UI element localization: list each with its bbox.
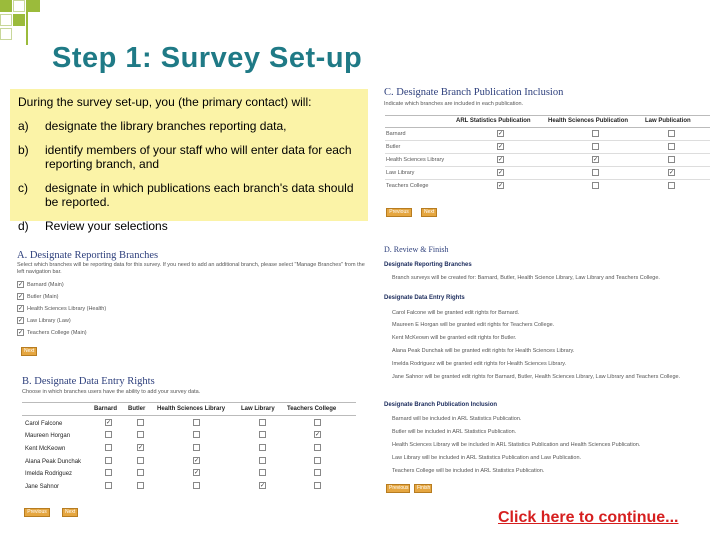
divider xyxy=(22,402,356,403)
intro-item-text: designate the library branches reporting data, xyxy=(45,119,287,133)
section-b-title: B. Designate Data Entry Rights xyxy=(22,376,155,387)
intro-item-letter: b) xyxy=(18,143,29,157)
section-b-subtitle: Choose in which branches users have the ability to add your survey data. xyxy=(22,389,201,395)
rights-checkbox[interactable] xyxy=(259,469,266,476)
intro-item xyxy=(18,181,360,209)
column-header: Law Library xyxy=(241,406,275,412)
review-item: Carol Falcone will be granted edit rights for Barnard. xyxy=(392,310,520,316)
branch-checkbox[interactable]: ✓ xyxy=(18,294,24,300)
review-item: Teachers College will be included in ARL Statistics Publication. xyxy=(392,468,545,474)
corner-square xyxy=(0,28,12,40)
rights-checkbox[interactable] xyxy=(105,482,112,489)
intro-item-text: designate in which publications each branch's data should be reported. xyxy=(45,181,354,209)
rights-checkbox[interactable] xyxy=(259,431,266,438)
rights-checkbox[interactable]: ✓ xyxy=(138,445,144,451)
intro-item xyxy=(18,119,360,133)
rights-checkbox[interactable]: ✓ xyxy=(194,470,200,476)
divider xyxy=(385,166,710,167)
rights-checkbox[interactable] xyxy=(259,457,266,464)
rights-checkbox[interactable] xyxy=(193,482,200,489)
corner-square xyxy=(0,14,12,26)
rights-checkbox[interactable] xyxy=(259,444,266,451)
rights-checkbox[interactable] xyxy=(137,419,144,426)
publication-checkbox[interactable] xyxy=(668,143,675,150)
intro-item-letter: c) xyxy=(18,181,28,195)
publication-checkbox[interactable]: ✓ xyxy=(498,183,504,189)
rights-checkbox[interactable] xyxy=(105,457,112,464)
rights-checkbox[interactable] xyxy=(314,444,321,451)
branch-name: Health Sciences Library xyxy=(386,157,445,163)
corner-square xyxy=(28,0,40,12)
publication-checkbox[interactable]: ✓ xyxy=(498,131,504,137)
rights-checkbox[interactable] xyxy=(105,431,112,438)
publication-checkbox[interactable]: ✓ xyxy=(498,157,504,163)
slide-title: Step 1: Survey Set-up xyxy=(52,42,363,74)
publication-checkbox[interactable] xyxy=(592,182,599,189)
branch-option: Barnard (Main) xyxy=(27,282,64,288)
corner-square xyxy=(0,0,12,12)
column-header: Barnard xyxy=(94,406,118,412)
divider xyxy=(385,115,710,116)
review-item: Butler will be included in ARL Statistics Publication. xyxy=(392,429,517,435)
review-heading: Designate Reporting Branches xyxy=(384,262,472,268)
publication-checkbox[interactable]: ✓ xyxy=(593,157,599,163)
rights-checkbox[interactable] xyxy=(193,431,200,438)
publication-checkbox[interactable] xyxy=(592,143,599,150)
continue-link[interactable]: Click here to continue... xyxy=(498,509,679,526)
publication-checkbox[interactable] xyxy=(592,169,599,176)
review-item: Health Sciences Library will be included in ARL Statistics Publication and Health Sciences Publication. xyxy=(392,442,641,448)
user-name: Jane Sahnor xyxy=(25,484,60,490)
branch-name: Butler xyxy=(386,144,401,150)
corner-vertical-rule xyxy=(26,0,28,45)
intro-item-letter: a) xyxy=(18,119,29,133)
intro-item-text: identify members of your staff who will enter data for each reporting branch, and xyxy=(45,143,352,171)
rights-checkbox[interactable] xyxy=(314,469,321,476)
publication-checkbox[interactable] xyxy=(668,182,675,189)
rights-checkbox[interactable]: ✓ xyxy=(260,483,266,489)
rights-checkbox[interactable] xyxy=(314,457,321,464)
next-button[interactable]: Next xyxy=(62,508,78,517)
review-item: Alana Peak Dunchak will be granted edit rights for Health Sciences Library. xyxy=(392,348,575,354)
user-name: Imelda Rodriguez xyxy=(25,471,73,477)
publication-checkbox[interactable] xyxy=(592,130,599,137)
divider xyxy=(385,140,710,141)
review-item: Maureen E Horgan will be granted edit rights for Teachers College. xyxy=(392,322,555,328)
branch-option: Teachers College (Main) xyxy=(27,330,87,336)
rights-checkbox[interactable] xyxy=(105,444,112,451)
publication-checkbox[interactable] xyxy=(668,156,675,163)
rights-checkbox[interactable] xyxy=(193,419,200,426)
corner-square xyxy=(13,14,25,26)
branch-checkbox[interactable]: ✓ xyxy=(18,330,24,336)
rights-checkbox[interactable] xyxy=(137,457,144,464)
previous-button[interactable]: Previous xyxy=(24,508,50,517)
publication-checkbox[interactable]: ✓ xyxy=(498,170,504,176)
branch-checkbox[interactable]: ✓ xyxy=(18,318,24,324)
branch-name: Barnard xyxy=(386,131,406,137)
divider xyxy=(385,153,710,154)
intro-box xyxy=(10,89,368,233)
divider xyxy=(385,179,710,180)
column-header: ARL Statistics Publication xyxy=(456,118,531,124)
section-a-title: A. Designate Reporting Branches xyxy=(17,250,159,261)
intro-item-text: Review your selections xyxy=(45,219,168,233)
publication-checkbox[interactable] xyxy=(668,130,675,137)
user-name: Kent McKeown xyxy=(25,446,66,452)
divider xyxy=(22,415,356,416)
review-item: Jane Sahnor will be granted edit rights for Barnard, Butler, Health Sciences Library, Law Library and Teachers College. xyxy=(392,374,681,380)
rights-checkbox[interactable] xyxy=(259,419,266,426)
column-header: Teachers College xyxy=(287,406,337,412)
intro-lead: During the survey set-up, you (the primary contact) will: xyxy=(18,95,312,109)
intro-item xyxy=(18,143,360,171)
branch-option: Butler (Main) xyxy=(27,294,59,300)
branch-name: Law Library xyxy=(386,170,415,176)
column-header: Butler xyxy=(128,406,146,412)
corner-square xyxy=(13,0,25,12)
intro-item xyxy=(18,219,360,233)
next-button[interactable]: Next xyxy=(21,347,37,356)
next-button[interactable]: Next xyxy=(421,208,437,217)
rights-checkbox[interactable] xyxy=(137,469,144,476)
column-header: Health Sciences Publication xyxy=(548,118,629,124)
section-d-title: D. Review & Finish xyxy=(384,245,449,254)
user-name: Carol Falcone xyxy=(25,421,63,427)
divider xyxy=(385,127,710,128)
rights-checkbox[interactable] xyxy=(193,444,200,451)
user-name: Maureen Horgan xyxy=(25,433,71,439)
review-item: Branch surveys will be created for: Barnard, Butler, Health Science Library, Law Library and Teachers College. xyxy=(392,275,660,281)
column-header: Health Sciences Library xyxy=(157,406,226,412)
column-header: Law Publication xyxy=(645,118,691,124)
rights-checkbox[interactable]: ✓ xyxy=(194,458,200,464)
rights-checkbox[interactable] xyxy=(314,419,321,426)
review-item: Imelda Rodriguez will be granted edit rights for Health Sciences Library. xyxy=(392,361,567,367)
review-heading: Designate Branch Publication Inclusion xyxy=(384,402,498,408)
previous-button[interactable]: Previous xyxy=(386,208,412,217)
section-c-title: C. Designate Branch Publication Inclusion xyxy=(384,87,564,98)
publication-checkbox[interactable]: ✓ xyxy=(669,170,675,176)
rights-checkbox[interactable]: ✓ xyxy=(106,420,112,426)
review-heading: Designate Data Entry Rights xyxy=(384,295,465,301)
branch-name: Teachers College xyxy=(386,183,429,189)
branch-option: Law Library (Law) xyxy=(27,318,71,324)
intro-item-letter: d) xyxy=(18,219,29,233)
branch-checkbox[interactable]: ✓ xyxy=(18,282,24,288)
user-name: Alana Peak Dunchak xyxy=(25,459,82,465)
previous-button[interactable]: Previous xyxy=(386,484,410,493)
review-item: Kent McKeown will be granted edit rights for Butler. xyxy=(392,335,517,341)
review-item: Barnard will be included in ARL Statistics Publication. xyxy=(392,416,522,422)
section-c-subtitle: Indicate which branches are included in each publication. xyxy=(384,101,524,107)
rights-checkbox[interactable] xyxy=(137,482,144,489)
rights-checkbox[interactable]: ✓ xyxy=(315,432,321,438)
branch-checkbox[interactable]: ✓ xyxy=(18,306,24,312)
branch-option: Health Sciences Library (Health) xyxy=(27,306,107,312)
rights-checkbox[interactable] xyxy=(137,431,144,438)
publication-checkbox[interactable]: ✓ xyxy=(498,144,504,150)
rights-checkbox[interactable] xyxy=(314,482,321,489)
review-item: Law Library will be included in ARL Statistics Publication and Law Publication. xyxy=(392,455,582,461)
rights-checkbox[interactable] xyxy=(105,469,112,476)
finish-button[interactable]: Finish xyxy=(414,484,432,493)
section-a-instructions: Select which branches will be reporting data for this survey. If you need to add an additional branch, please select "Manage Branches" from the left navigation bar. xyxy=(17,262,365,275)
